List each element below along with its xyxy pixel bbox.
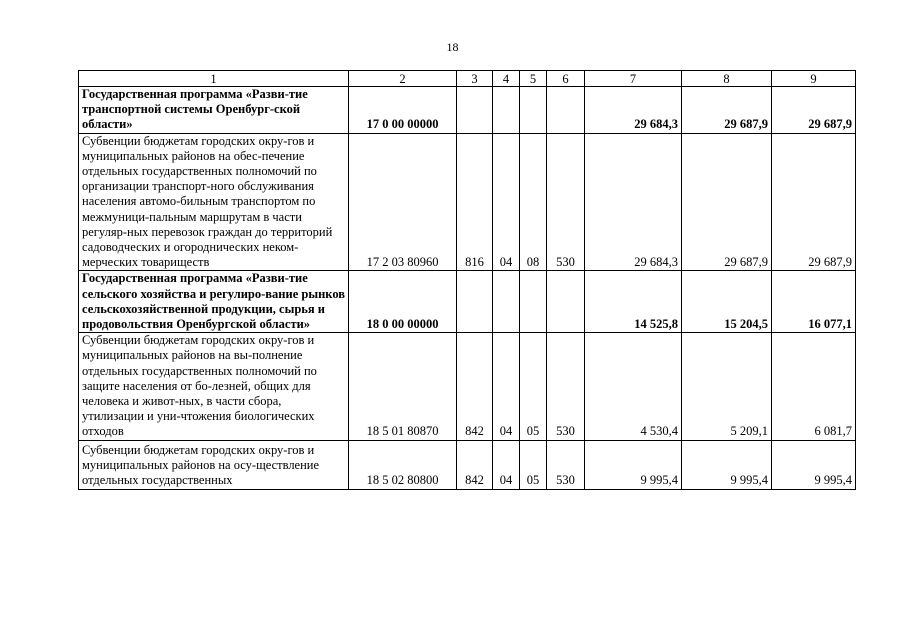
expense-type-cell: 530 [547, 440, 585, 489]
expense-type-cell [547, 271, 585, 333]
amount-col7-cell: 9 995,4 [585, 440, 682, 489]
column-header: 2 [349, 71, 457, 87]
department-code-cell: 816 [457, 133, 493, 271]
target-code-cell: 18 5 02 80800 [349, 440, 457, 489]
section-code-cell [493, 87, 520, 134]
item-name-cell: Субвенции бюджетам городских окру-гов и муниципальных районов на обес-печение отдельных государственных полномочий по организации транспорт-ного обслуживания населения автомо-бильным транспортом по межмуници-пальным маршрутам в части регуляр-ных перевозок граждан до территорий садоводческих и огороднических неком-мерческих товариществ [79, 133, 349, 271]
table-row [79, 87, 856, 134]
subsection-code-cell [520, 87, 547, 134]
amount-col8-cell: 5 209,1 [682, 333, 772, 440]
table-row [79, 440, 856, 489]
column-header: 6 [547, 71, 585, 87]
expense-type-cell: 530 [547, 333, 585, 440]
target-code-cell: 17 0 00 00000 [349, 87, 457, 134]
item-name-cell: Субвенции бюджетам городских окру-гов и муниципальных районов на осу-ществление отдельных государственных [79, 440, 349, 489]
target-code-cell: 18 0 00 00000 [349, 271, 457, 333]
amount-col9-cell: 6 081,7 [772, 333, 856, 440]
column-header: 1 [79, 71, 349, 87]
department-code-cell: 842 [457, 440, 493, 489]
column-header: 5 [520, 71, 547, 87]
expense-type-cell [547, 87, 585, 134]
budget-table [78, 70, 856, 490]
column-header: 8 [682, 71, 772, 87]
amount-col8-cell: 15 204,5 [682, 271, 772, 333]
column-header: 4 [493, 71, 520, 87]
expense-type-cell: 530 [547, 133, 585, 271]
amount-col8-cell: 9 995,4 [682, 440, 772, 489]
section-code-cell: 04 [493, 440, 520, 489]
subsection-code-cell: 08 [520, 133, 547, 271]
table-row [79, 133, 856, 271]
amount-col9-cell: 16 077,1 [772, 271, 856, 333]
subsection-code-cell [520, 271, 547, 333]
subsection-code-cell: 05 [520, 333, 547, 440]
amount-col9-cell: 29 687,9 [772, 133, 856, 271]
amount-col9-cell: 29 687,9 [772, 87, 856, 134]
target-code-cell: 18 5 01 80870 [349, 333, 457, 440]
page-number: 18 [446, 40, 459, 54]
table-row [79, 333, 856, 440]
item-name-cell: Государственная программа «Разви-тие транспортной системы Оренбург-ской области» [79, 87, 349, 134]
department-code-cell [457, 87, 493, 134]
amount-col7-cell: 4 530,4 [585, 333, 682, 440]
section-code-cell: 04 [493, 333, 520, 440]
department-code-cell: 842 [457, 333, 493, 440]
amount-col9-cell: 9 995,4 [772, 440, 856, 489]
amount-col7-cell: 29 684,3 [585, 133, 682, 271]
subsection-code-cell: 05 [520, 440, 547, 489]
column-header: 7 [585, 71, 682, 87]
target-code-cell: 17 2 03 80960 [349, 133, 457, 271]
section-code-cell: 04 [493, 133, 520, 271]
amount-col8-cell: 29 687,9 [682, 87, 772, 134]
section-code-cell [493, 271, 520, 333]
department-code-cell [457, 271, 493, 333]
amount-col8-cell: 29 687,9 [682, 133, 772, 271]
amount-col7-cell: 29 684,3 [585, 87, 682, 134]
item-name-cell: Субвенции бюджетам городских окру-гов и муниципальных районов на вы-полнение отдельных государственных полномочий по защите населения от бо-лезней, общих для человека и живот-ных, в части сбора, утилизации и уни-чтожения биологических отходов [79, 333, 349, 440]
amount-col7-cell: 14 525,8 [585, 271, 682, 333]
column-header: 9 [772, 71, 856, 87]
item-name-cell: Государственная программа «Разви-тие сельского хозяйства и регулиро-вание рынков сельскохозяйственной продукции, сырья и продовольствия Оренбургской области» [79, 271, 349, 333]
column-header: 3 [457, 71, 493, 87]
table-row [79, 271, 856, 333]
column-number-row [79, 71, 856, 87]
